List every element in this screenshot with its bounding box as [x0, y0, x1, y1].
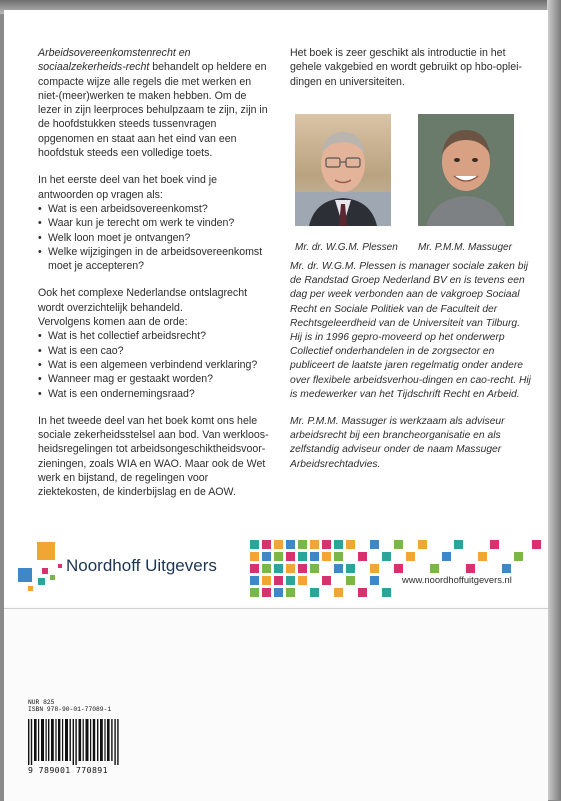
- list-item: • Wat is het collectief arbeidsrecht?: [38, 329, 270, 343]
- list-item: • Wat is een algemeen verbindend verklaring?: [38, 358, 270, 372]
- part1-intro: In het eerste deel van het boek vind je antwoorden op vragen als:: [38, 174, 218, 201]
- isbn-number: ISBN 978-90-01-77089-1: [28, 706, 112, 714]
- part2-paragraph: In het tweede deel van het boek komt ons hele sociale zekerheidsstelsel aan bod. Van werkloos-heidsregelingen tot arbeidsongeschiktheidsvoor-zieningen, zoals WIA en WAO. Maar ook de Wet werk en bijstand, de regelingen voor ziektekosten, de kinderbijslag en de AOW.: [38, 414, 269, 499]
- cover-upper-panel: [4, 10, 548, 606]
- portrait-icon: [295, 114, 391, 226]
- publisher-website: www.noordhoffuitgevers.nl: [402, 574, 512, 585]
- author-photo-plessen: [295, 114, 391, 226]
- left-column: [38, 46, 270, 513]
- publisher-name: Noordhoff Uitgevers: [66, 556, 217, 575]
- cover-lower-panel: [4, 608, 548, 801]
- part1-question-list: [38, 202, 270, 273]
- suitability-paragraph: Het boek is zeer geschikt als introductie in het gehele vakgebied en wordt gebruikt op hbo-oplei-dingen en universiteiten.: [290, 47, 523, 88]
- photo-caption: Mr. dr. W.G.M. Plessen: [295, 242, 398, 253]
- back-cover: [4, 10, 548, 800]
- intro-paragraph: [38, 46, 270, 160]
- bio-plessen: Mr. dr. W.G.M. Plessen is manager sociale zaken bij de Randstad Groep Nederland BV en is tevens een dag per week verbonden aan de vakgroep Sociaal Recht en Sociale Politiek van de Faculteit der Rechtsgeleerdheid van de Universiteit van Tilburg. Hij is in 1996 gepro-moveerd op het onderwerp Collectief onderhandelen in de zorgsector en publiceert de laatste jaren regelmatig onder andere over flexibele arbeidsverhou-dingen en cao-recht. Hij is medewerker van het Tijdschrift Recht en Arbeid.: [290, 261, 531, 400]
- barcode-icon: [28, 719, 120, 765]
- intro-text: behandelt op heldere en compacte wijze alle regels die met werken en niet-(meer)werken te maken hebben. Om de lezer in zijn leerproces behulpzaam te zijn, zijn in de hoofdstukken steeds tussenvragen opgenomen en staat aan het eind van een hoofdstuk steeds een volledige toets.: [38, 61, 268, 160]
- pixel-pattern: [250, 536, 544, 604]
- publisher-band: [4, 530, 548, 608]
- nur-isbn-block: [28, 699, 111, 714]
- bio-massuger: Mr. P.M.M. Massuger is werkzaam als adviseur arbeidsrecht bij een brancheorganisatie en als zelfstandig adviseur onder de naam Massuger Arbeidsrechtadvies.: [290, 416, 505, 470]
- list-item: • Wat is een arbeidsovereenkomst?: [38, 202, 270, 216]
- author-photo-massuger: [418, 114, 514, 226]
- author-photos: [290, 114, 530, 262]
- list-item: • Wanneer mag er gestaakt worden?: [38, 372, 270, 386]
- list-item: • Wat is een ondernemingsraad?: [38, 387, 270, 401]
- right-column: [290, 46, 530, 102]
- list-item: • Welk loon moet je ontvangen?: [38, 231, 270, 245]
- portrait-icon: [418, 114, 514, 226]
- author-biographies: [290, 260, 534, 485]
- topic-list: [38, 329, 270, 400]
- nur-code: NUR 825: [28, 699, 55, 706]
- noordhoff-logo-icon: [18, 542, 70, 594]
- barcode-digits: 9 789001 770891: [28, 765, 108, 775]
- next-intro: Vervolgens komen aan de orde:: [38, 316, 188, 329]
- book-title-inline: Arbeidsovereenkomstenrecht en sociaalzekerheids-recht: [38, 47, 191, 74]
- photo-caption: Mr. P.M.M. Massuger: [418, 242, 512, 253]
- list-item: • Welke wijzigingen in de arbeidsovereenkomst moet je accepteren?: [38, 245, 270, 274]
- book-spine-edge: [547, 0, 561, 800]
- dismissal-text: Ook het complexe Nederlandse ontslagrecht wordt overzichtelijk behandeld.: [38, 287, 248, 314]
- list-item: • Wat is een cao?: [38, 344, 270, 358]
- list-item: • Waar kun je terecht om werk te vinden?: [38, 216, 270, 230]
